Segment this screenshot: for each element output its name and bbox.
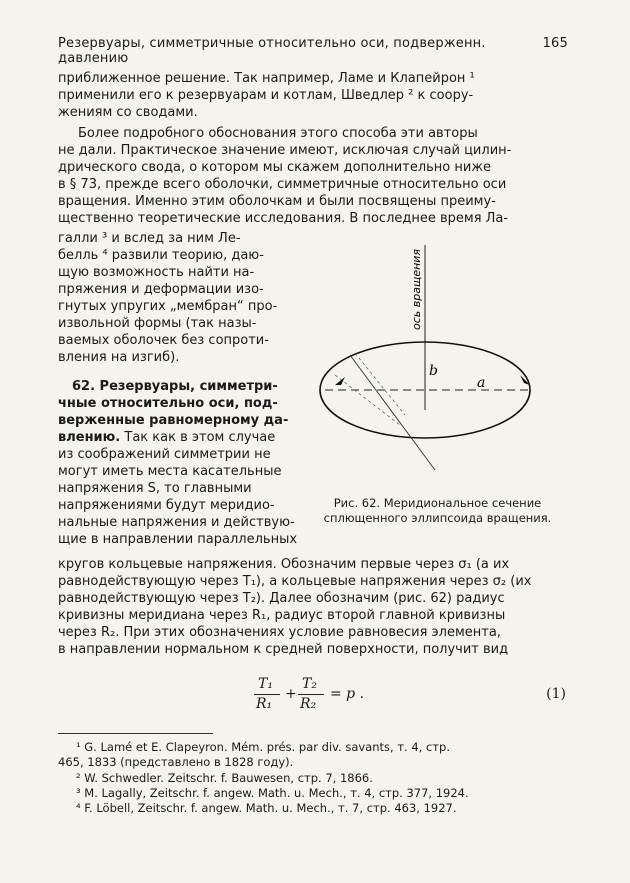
figure-62 — [305, 235, 570, 505]
text-line: гнутых упругих „мембран“ про- — [58, 299, 278, 314]
section-heading: влению. — [58, 430, 121, 445]
text-line: не дали. Практическое значение имеют, исключая случай цилин- — [58, 143, 512, 158]
text-line: из соображений симметрии не — [58, 447, 271, 462]
text-line: в § 73, прежде всего оболочки, симметричные относительно оси — [58, 177, 507, 192]
caption-line: Рис. 62. Меридиональное сечение — [333, 496, 542, 510]
text-line: равнодействующую через T₂). Далее обозначим (рис. 62) радиус — [58, 591, 505, 606]
text-line: могут иметь места касательные — [58, 464, 282, 479]
text-line: приближенное решение. Так например, Ламе и Клапейрон ¹ — [58, 71, 475, 86]
section-heading: 62. Резервуары, симметри- — [72, 379, 278, 394]
text-line: нальные напряжения и действую- — [58, 515, 295, 530]
text-line: напряжения S, то главными — [58, 481, 252, 496]
label-a: a — [477, 375, 486, 391]
running-title: Резервуары, симметричные относительно оси, подверженн. давлению — [58, 36, 486, 66]
text-line: жениям со сводами. — [58, 105, 198, 120]
text-line: щую возможность найти на- — [58, 265, 255, 280]
footnotes — [58, 740, 573, 816]
ellipsoid-diagram — [305, 235, 570, 500]
text-line: Более подробного обоснования этого способа эти авторы — [78, 126, 478, 141]
footnote: ² W. Schwedler. Zeitschr. f. Bauwesen, стр. 7, 1866. — [76, 770, 373, 785]
section-heading: верженные равномерному да- — [58, 413, 289, 428]
fraction-2-denominator: R₂ — [300, 696, 317, 712]
normal-line-dashed — [335, 375, 400, 425]
narrow-paragraph — [58, 230, 298, 366]
text-line: применили его к резервуарам и котлам, Шведлер ² к соору- — [58, 88, 474, 103]
equation-rhs: = p . — [330, 686, 365, 702]
label-b: b — [429, 363, 438, 379]
footnote: 465, 1833 (представлено в 1828 году). — [58, 755, 294, 770]
fraction-1-numerator: T₁ — [258, 676, 273, 692]
footnote: ¹ G. Lamé et E. Clapeyron. Mém. prés. par div. savants, т. 4, стр. — [76, 740, 450, 754]
footnote: ³ M. Lagally, Zeitschr. f. angew. Math. u. Mech., т. 4, стр. 377, 1924. — [76, 785, 469, 800]
text-line: вращения. Именно этим оболочкам и были посвящены преиму- — [58, 194, 496, 209]
paragraph-1 — [58, 70, 568, 121]
arrow-left — [335, 377, 345, 385]
text-line: щественно теоретические исследования. В последнее время Ла- — [58, 211, 509, 226]
fraction-2-numerator: T₂ — [302, 676, 317, 692]
fraction-bar — [254, 694, 280, 695]
caption-line: сплющенного эллипсоида вращения. — [323, 511, 552, 525]
text-line: извольной формы (так назы- — [58, 316, 257, 331]
paragraph-3 — [58, 556, 568, 658]
text-line: ваемых оболочек без сопроти- — [58, 333, 269, 348]
text-line: кругов кольцевые напряжения. Обозначим первые через σ₁ (а их — [58, 557, 510, 572]
paragraph-2 — [58, 125, 568, 227]
text-line: дрического свода, о котором мы скажем дополнительно ниже — [58, 160, 492, 175]
page-number: 165 — [542, 36, 568, 51]
text-line: кривизны меридиана через R₁, радиус второй главной кривизны — [58, 608, 506, 623]
axis-label: ось вращения — [410, 248, 423, 330]
text-line: щие в направлении параллельных — [58, 532, 298, 547]
running-header — [58, 36, 568, 66]
text-line: галли ³ и вслед за ним Ле- — [58, 231, 241, 246]
text-line: пряжения и деформации изо- — [58, 282, 264, 297]
footnote-rule — [58, 733, 213, 734]
normal-line — [350, 355, 435, 470]
normal-line-dashed — [355, 353, 405, 415]
text-line: белль ⁴ развили теорию, даю- — [58, 248, 264, 263]
text-line: в направлении нормальном к средней поверхности, получит вид — [58, 642, 509, 657]
section-heading: чные относительно оси, под- — [58, 396, 278, 411]
fraction-bar — [298, 694, 324, 695]
equation-1 — [240, 676, 570, 716]
text-line: вления на изгиб). — [58, 350, 180, 365]
text-line: равнодействующую через T₁), а кольцевые напряжения через σ₂ (их — [58, 574, 532, 589]
footnote: ⁴ F. Löbell, Zeitschr. f. angew. Math. u. Mech., т. 7, стр. 463, 1927. — [76, 801, 457, 816]
text-line: через R₂. При этих обозначениях условие равновесия элемента, — [58, 625, 501, 640]
equation-number: (1) — [546, 686, 566, 702]
section-62 — [58, 378, 298, 548]
text-line: Так как в этом случае — [124, 430, 276, 445]
figure-caption — [305, 496, 570, 526]
plus-sign: + — [285, 686, 297, 702]
text-line: напряжениями будут меридио- — [58, 498, 275, 513]
fraction-1-denominator: R₁ — [256, 696, 273, 712]
